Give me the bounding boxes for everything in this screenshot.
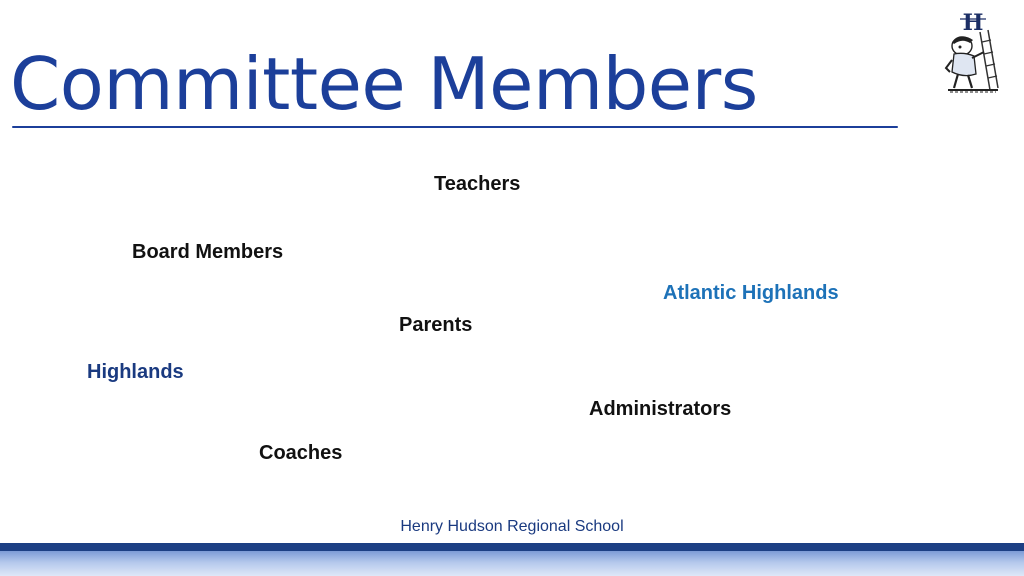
member-administrators: Administrators [589,398,732,420]
member-board-members: Board Members [132,241,284,263]
member-coaches: Coaches [259,442,343,464]
footer-band [0,543,1024,551]
member-atlantic-highlands: Atlantic Highlands [663,282,839,304]
logo-monogram: H [962,10,984,36]
school-mascot-logo [940,8,1006,96]
footer-gradient-band [0,551,1024,576]
member-parents: Parents [399,314,473,336]
footer-school-name: Henry Hudson Regional School [400,518,624,535]
slide-title: Committee Members [10,42,758,126]
member-highlands: Highlands [87,361,184,383]
member-teachers: Teachers [434,173,521,195]
title-underline [12,126,898,128]
